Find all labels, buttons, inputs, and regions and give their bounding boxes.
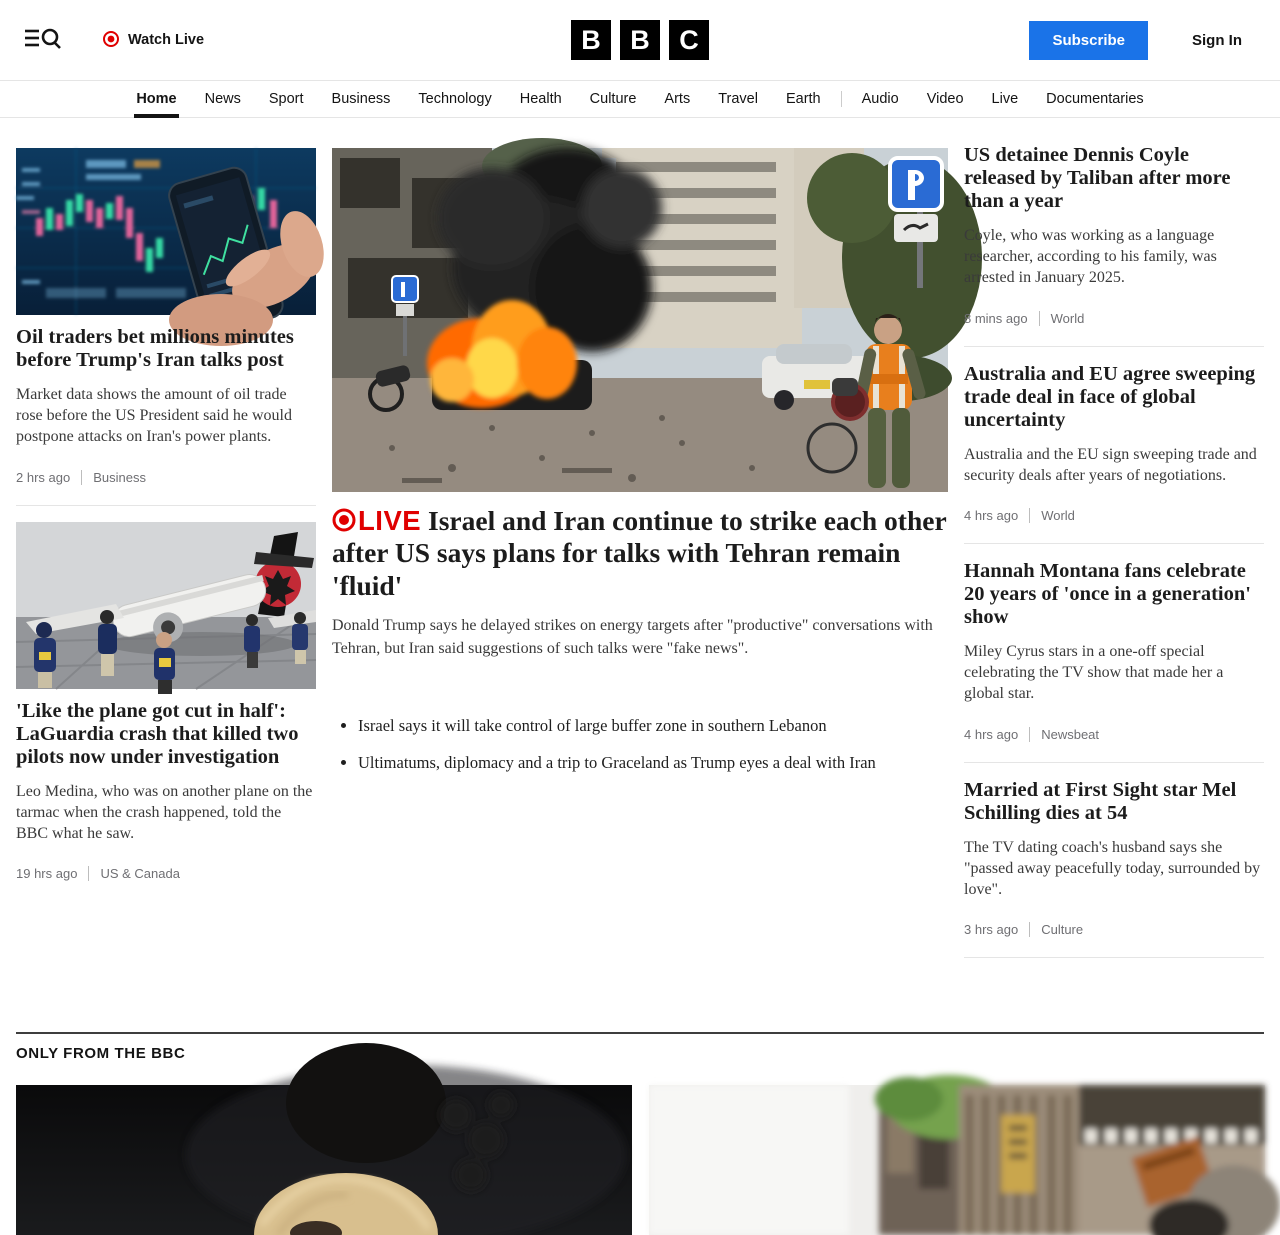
main-story-headline-text: Israel and Iran continue to strike each other after US says plans for talks with Tehran remain 'fluid' <box>332 505 947 601</box>
promo-image-japanese-street[interactable] <box>649 1085 1265 1235</box>
bullet-link[interactable]: • Ultimatums, diplomacy and a trip to Graceland as Trump eyes a deal with Iran <box>358 753 948 773</box>
article-meta <box>964 922 1264 937</box>
article-meta <box>16 470 316 485</box>
article-section[interactable]: Business <box>93 469 146 485</box>
only-from-bbc-grid <box>16 1085 1264 1235</box>
top-bar <box>0 0 1280 80</box>
nav-item-travel[interactable]: Travel <box>718 91 758 107</box>
live-badge <box>332 505 421 536</box>
article-laguardia-crash <box>16 522 316 882</box>
nav-item-live[interactable]: Live <box>991 91 1019 107</box>
nav-item-earth[interactable]: Earth <box>785 91 821 107</box>
main-story-image-explosion[interactable] <box>332 148 948 492</box>
article-image-plane-crash[interactable] <box>16 522 316 689</box>
nav-item-home[interactable]: Home <box>122 81 190 117</box>
right-column <box>964 144 1264 974</box>
article-section[interactable]: World <box>1050 310 1085 326</box>
article-summary: Australia and the EU sign sweeping trade and security deals after years of negotiations. <box>964 445 1257 484</box>
meta-separator <box>1029 508 1030 523</box>
bullet-link[interactable]: • Israel says it will take control of large buffer zone in southern Lebanon <box>358 716 948 736</box>
nav-item-news[interactable]: News <box>204 91 241 107</box>
article-oil-traders <box>16 148 316 506</box>
article-summary: Market data shows the amount of oil trade rose before the US President said he would postpone attacks on Iran's power plants. <box>16 385 292 446</box>
menu-search-button[interactable] <box>24 25 64 56</box>
article-summary: Coyle, who was working as a language researcher, according to his family, was arrested in January 2025. <box>964 226 1217 287</box>
article-summary: Leo Medina, who was on another plane on the tarmac when the crash happened, told the BBC what he saw. <box>16 782 313 843</box>
article-headline[interactable]: Oil traders bet millions minutes before Trump's Iran talks post <box>16 326 294 371</box>
main-story-summary: Donald Trump says he delayed strikes on energy targets after "productive" conversations with Tehran, but Iran said suggestions of such talks were "fake news". <box>332 617 933 657</box>
article-time: 2 hrs ago <box>16 469 71 485</box>
only-from-bbc-title: ONLY FROM THE BBC <box>16 1045 186 1063</box>
live-dot-icon <box>102 30 120 51</box>
article-mel-schilling <box>964 779 1264 959</box>
article-summary: Miley Cyrus stars in a one-off special celebrating the TV show that made her a global star. <box>964 642 1224 703</box>
promo-image-dark-studio[interactable] <box>16 1085 632 1235</box>
bbc-logo-letter: C <box>669 20 709 60</box>
article-meta <box>964 311 1264 326</box>
meta-separator <box>1039 311 1040 326</box>
article-section[interactable]: Culture <box>1041 922 1084 938</box>
nav-item-health[interactable]: Health <box>519 91 562 107</box>
left-column <box>16 148 316 974</box>
main-content <box>0 118 1280 974</box>
article-time: 8 mins ago <box>964 310 1028 326</box>
article-hannah-montana <box>964 560 1264 763</box>
article-meta <box>964 508 1264 523</box>
nav-item-arts[interactable]: Arts <box>664 91 691 107</box>
article-headline[interactable]: Married at First Sight star Mel Schilling dies at 54 <box>964 778 1237 824</box>
article-time: 4 hrs ago <box>964 726 1019 742</box>
bbc-logo-letter: B <box>620 20 660 60</box>
article-time: 19 hrs ago <box>16 866 78 882</box>
article-time: 4 hrs ago <box>964 508 1019 524</box>
primary-nav <box>0 80 1280 118</box>
nav-item-culture[interactable]: Culture <box>589 91 637 107</box>
article-section[interactable]: Newsbeat <box>1041 726 1100 742</box>
article-dennis-coyle <box>964 144 1264 347</box>
top-bar-actions <box>1029 21 1256 60</box>
bbc-logo-letter: B <box>571 20 611 60</box>
meta-separator <box>88 866 89 881</box>
article-headline[interactable]: Hannah Montana fans celebrate 20 years of 'once in a generation' show <box>964 560 1251 628</box>
nav-item-documentaries[interactable]: Documentaries <box>1046 91 1144 107</box>
subscribe-button[interactable]: Subscribe <box>1029 21 1148 60</box>
article-australia-eu <box>964 363 1264 544</box>
bbc-logo[interactable] <box>571 20 709 60</box>
sign-in-button[interactable]: Sign In <box>1178 24 1256 57</box>
main-story-headline[interactable] <box>332 505 948 602</box>
article-headline[interactable]: Australia and EU agree sweeping trade deal in face of global uncertainty <box>964 362 1256 431</box>
article-summary: The TV dating coach's husband says she "passed away peacefully today, surrounded by love". <box>964 838 1261 899</box>
article-section[interactable]: World <box>1041 508 1075 524</box>
nav-item-video[interactable]: Video <box>926 91 964 107</box>
menu-search-icon <box>24 25 64 56</box>
meta-separator <box>1029 922 1030 937</box>
article-section[interactable]: US & Canada <box>100 866 180 882</box>
nav-item-technology[interactable]: Technology <box>418 91 492 107</box>
article-headline[interactable]: 'Like the plane got cut in half': LaGuardia crash that killed two pilots now under investigation <box>16 699 299 768</box>
live-dot-icon <box>332 505 358 536</box>
meta-separator <box>1029 727 1030 742</box>
watch-live-label: Watch Live <box>128 32 205 48</box>
meta-separator <box>81 470 82 485</box>
nav-divider <box>841 91 842 107</box>
article-time: 3 hrs ago <box>964 922 1019 938</box>
live-label: LIVE <box>358 505 422 536</box>
article-meta <box>16 866 316 881</box>
article-meta <box>964 727 1264 742</box>
article-image-stock-phone[interactable] <box>16 148 316 315</box>
article-headline[interactable]: US detainee Dennis Coyle released by Taliban after more than a year <box>964 144 1231 212</box>
only-from-bbc-section <box>16 1032 1264 1235</box>
nav-item-sport[interactable]: Sport <box>268 91 304 107</box>
watch-live-button[interactable] <box>102 30 204 51</box>
main-story-bullet-list <box>332 716 948 773</box>
nav-item-audio[interactable]: Audio <box>861 91 899 107</box>
main-story <box>332 148 948 974</box>
nav-item-business[interactable]: Business <box>331 91 391 107</box>
